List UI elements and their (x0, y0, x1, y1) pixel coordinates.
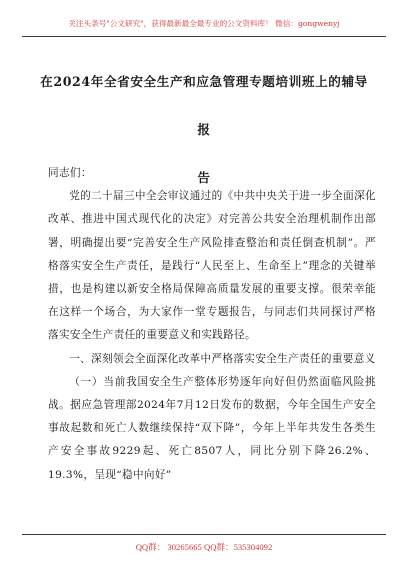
document-title-line-2: 告 (197, 170, 211, 185)
paragraph-intro: 党的二十届三中全会审议通过的《中共中央关于进一步全面深化改革、推进中国式现代化的决定》对完善公共安全治理机制作出部署，明确提出要“完善安全生产风险排查整治和责任倒查机制”。严格落实安全生产责任，是践行“人民至上、生命至上”理念的关键举措，也是构建以新安全格局保障高质量发展的重要支撑。很荣幸能在这样一个场合，为大家作一堂专题报告，与同志们共同探讨严格落实安全生产责任的重要意义和实践路径。 (48, 190, 376, 342)
salutation: 同志们： (48, 167, 92, 179)
section-heading-1: 一、深刻领会全面深化改革中严格落实安全生产责任的重要意义 (69, 352, 376, 365)
document-body (48, 162, 376, 487)
footer-qq-groups: QQ群： 30265665 QQ群：535304092 (135, 542, 273, 552)
page-header (22, 14, 386, 37)
header-promo-text: 关注头条号"公文研究"，获得最新最全最专业的公文资料库！ 微信：gongwenyj (68, 19, 340, 28)
document-title-line-1: 在2024年全省安全生产和应急管理专题培训班上的辅导报 (40, 74, 368, 137)
paragraph-subsection-1: （一）当前我国安全生产整体形势逐年向好但仍然面临风险挑战。据应急管理部2024年7月12日发布的数据，今年全国生产安全事故起数和死亡人数继续保持“双下降”，今年上半年共发生各类生产安全事故9229起、死亡8507人，同比分别下降26.2%、19.3%，呈现“稳中向好” (48, 375, 376, 481)
page-footer (22, 534, 386, 559)
